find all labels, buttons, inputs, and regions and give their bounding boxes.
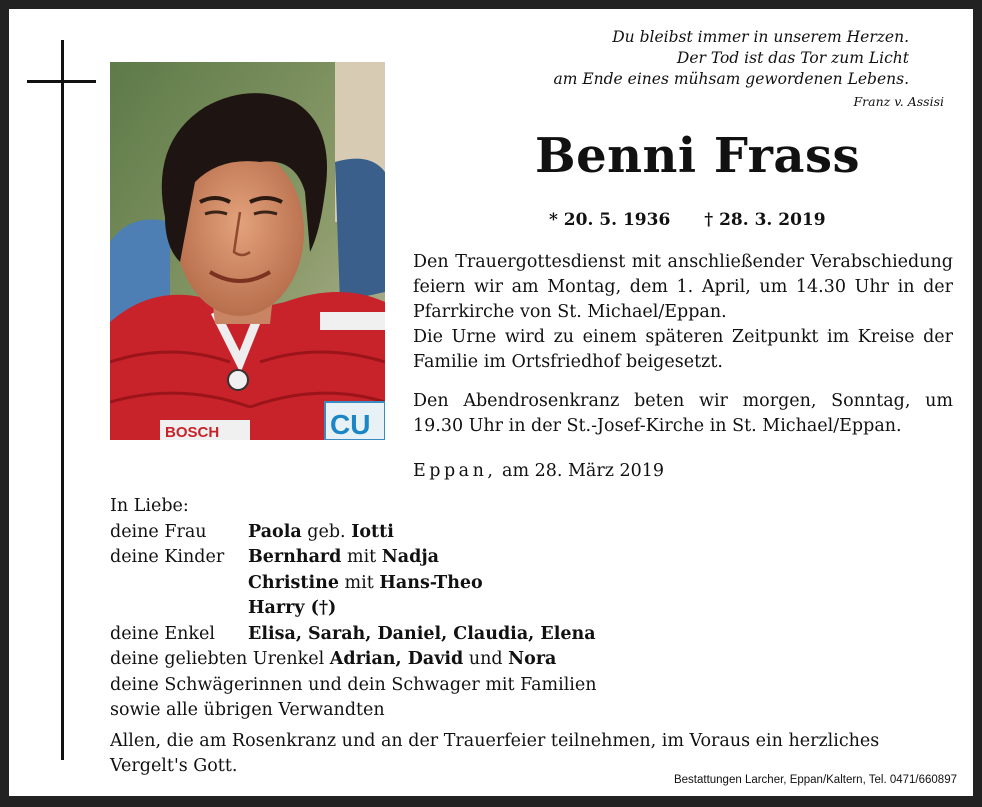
notice-date-text: am 28. März 2019: [502, 461, 665, 481]
life-dates: [549, 210, 826, 230]
undertaker-credit: Bestattungen Larcher, Eppan/Kaltern, Tel. 0471/660897: [673, 774, 957, 786]
funeral-service-text: Den Trauergottesdienst mit anschließender Verabschiedung feiern wir am Montag, dem 1. April, um 14.30 Uhr in der Pfarrkirche von St. Michael/Eppan.: [413, 252, 953, 322]
rosary-announcement: Den Abendrosenkranz beten wir morgen, Sonntag, um 19.30 Uhr in der St.-Josef-Kirche in St. Michael/Eppan.: [413, 391, 953, 436]
sponsor-patch-bosch: BOSCH: [165, 424, 220, 440]
memorial-quote: [553, 27, 944, 112]
list-item: deine Enkel Elisa, Sarah, Daniel, Claudia, Elena: [110, 623, 596, 644]
sponsor-patch-cu: CU: [330, 409, 371, 440]
list-item: deine Frau Paola geb. Iotti: [110, 521, 394, 542]
list-item: deine geliebten Urenkel Adrian, David und Nora: [110, 649, 557, 669]
quote-author: Franz v. Assisi: [853, 94, 944, 109]
mourners-list: [110, 494, 597, 724]
list-item: Christine mit Hans-Theo: [248, 572, 483, 593]
portrait-photo: [110, 62, 385, 440]
deceased-name: Benni Frass: [535, 128, 861, 184]
quote-line: am Ende eines mühsam gewordenen Lebens.: [553, 70, 909, 88]
quote-line: Der Tod ist das Tor zum Licht: [676, 49, 909, 67]
notice-place: Eppan,: [413, 461, 497, 481]
mourners-intro: In Liebe:: [110, 496, 189, 516]
death-date: † 28. 3. 2019: [704, 210, 826, 230]
list-item: deine Schwägerinnen und dein Schwager mit Familien: [110, 674, 597, 695]
birth-date: * 20. 5. 1936: [549, 210, 671, 230]
service-announcement: [413, 250, 953, 375]
list-item: Harry (†): [248, 598, 337, 618]
notice-date: [413, 459, 953, 484]
urn-burial-text: Die Urne wird zu einem späteren Zeitpunkt im Kreise der Familie im Ortsfriedhof beigesetzt.: [413, 327, 953, 372]
cross-icon-bar: [27, 80, 96, 83]
list-item: sowie alle übrigen Verwandten: [110, 700, 385, 720]
cross-icon: [61, 40, 64, 760]
quote-line: Du bleibst immer in unserem Herzen.: [612, 28, 909, 46]
closing-thanks: Allen, die am Rosenkranz und an der Trauerfeier teilnehmen, im Voraus ein herzliches Vergelt's Gott.: [110, 731, 880, 776]
list-item: deine Kinder Bernhard mit Nadja: [110, 547, 440, 567]
